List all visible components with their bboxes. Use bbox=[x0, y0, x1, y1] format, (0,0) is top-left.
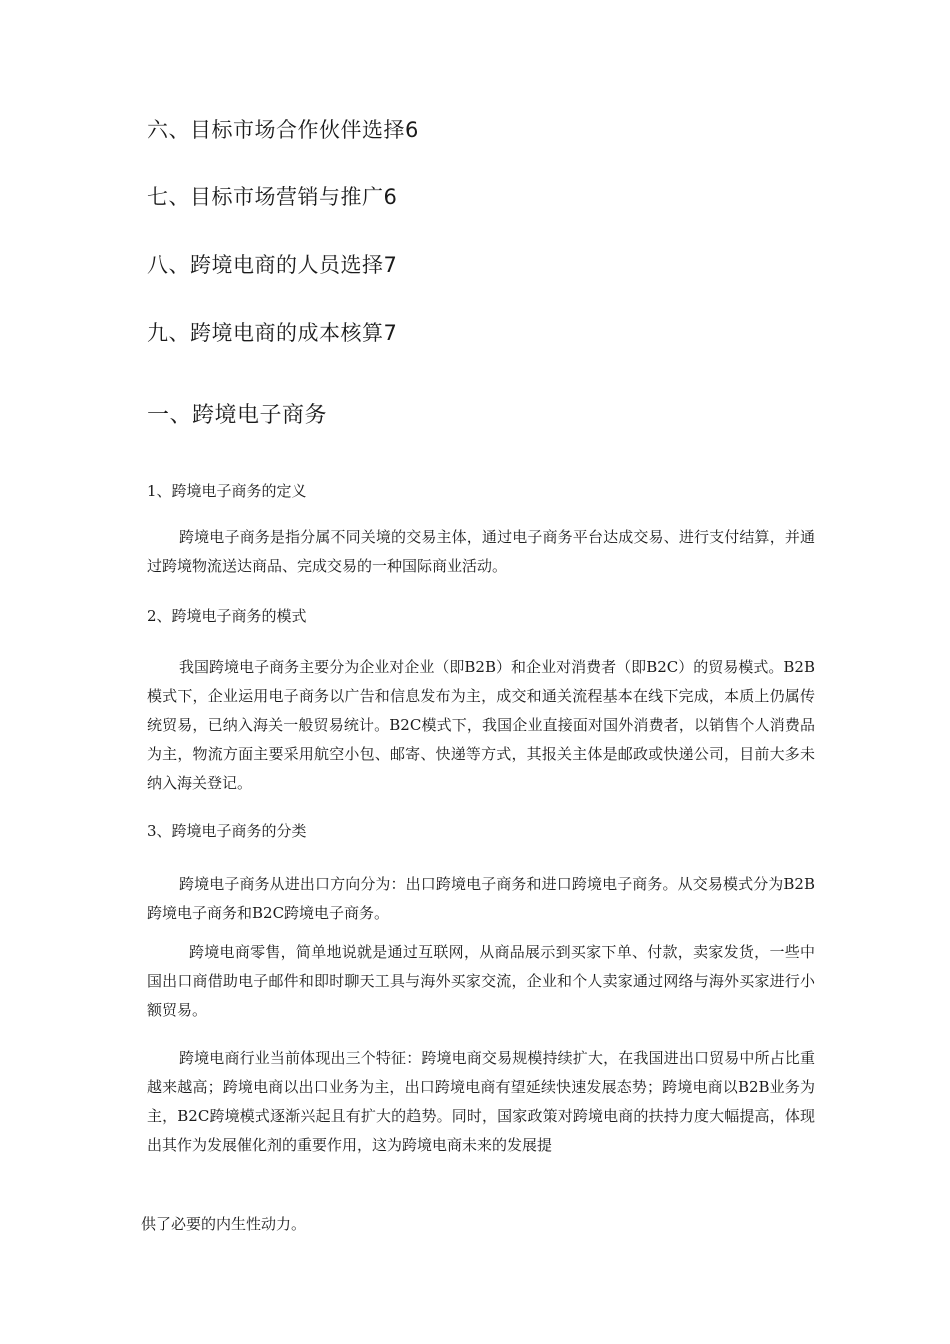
toc-item-6: 六、目标市场合作伙伴选择6 bbox=[147, 118, 419, 142]
section-heading: 一、跨境电子商务 bbox=[147, 403, 328, 428]
paragraph-retail: 跨境电商零售，简单地说就是通过互联网，从商品展示到买家下单、付款，卖家发货，一些中国出口商借助电子邮件和即时聊天工具与海外买家交流，企业和个人卖家通过网络与海外买家进行小额贸易。 bbox=[147, 943, 815, 1019]
toc-item-8: 八、跨境电商的人员选择7 bbox=[147, 253, 398, 277]
paragraph-continuation: 供了必要的内生性动力。 bbox=[141, 1215, 307, 1233]
paragraph-definition: 跨境电子商务是指分属不同关境的交易主体，通过电子商务平台达成交易、进行支付结算，并通过跨境物流送达商品、完成交易的一种国际商业活动。 bbox=[147, 528, 815, 575]
paragraph-mode: 我国跨境电子商务主要分为企业对企业（即B2B）和企业对消费者（即B2C）的贸易模式。B2B模式下，企业运用电子商务以广告和信息发布为主，成交和通关流程基本在线下完成，本质上仍属传统贸易，已纳入海关一般贸易统计。B2C模式下，我国企业直接面对国外消费者，以销售个人消费品为主，物流方面主要采用航空小包、邮寄、快递等方式，其报关主体是邮政或快递公司，目前大多未纳入海关登记。 bbox=[147, 658, 815, 792]
toc-item-9: 九、跨境电商的成本核算7 bbox=[147, 321, 398, 345]
paragraph-classification: 跨境电子商务从进出口方向分为：出口跨境电子商务和进口跨境电子商务。从交易模式分为B2B跨境电子商务和B2C跨境电子商务。 bbox=[147, 875, 815, 922]
subsection-heading-definition: 1、跨境电子商务的定义 bbox=[147, 482, 307, 500]
paragraph-features: 跨境电商行业当前体现出三个特征：跨境电商交易规模持续扩大，在我国进出口贸易中所占比重越来越高；跨境电商以出口业务为主，出口跨境电商有望延续快速发展态势；跨境电商以B2B业务为主，B2C跨境模式逐渐兴起且有扩大的趋势。同时，国家政策对跨境电商的扶持力度大幅提高，体现出其作为发展催化剂的重要作用，这为跨境电商未来的发展提 bbox=[147, 1049, 815, 1154]
subsection-heading-classification: 3、跨境电子商务的分类 bbox=[147, 822, 307, 840]
toc-item-7: 七、目标市场营销与推广6 bbox=[147, 185, 398, 209]
subsection-heading-mode: 2、跨境电子商务的模式 bbox=[147, 607, 307, 625]
